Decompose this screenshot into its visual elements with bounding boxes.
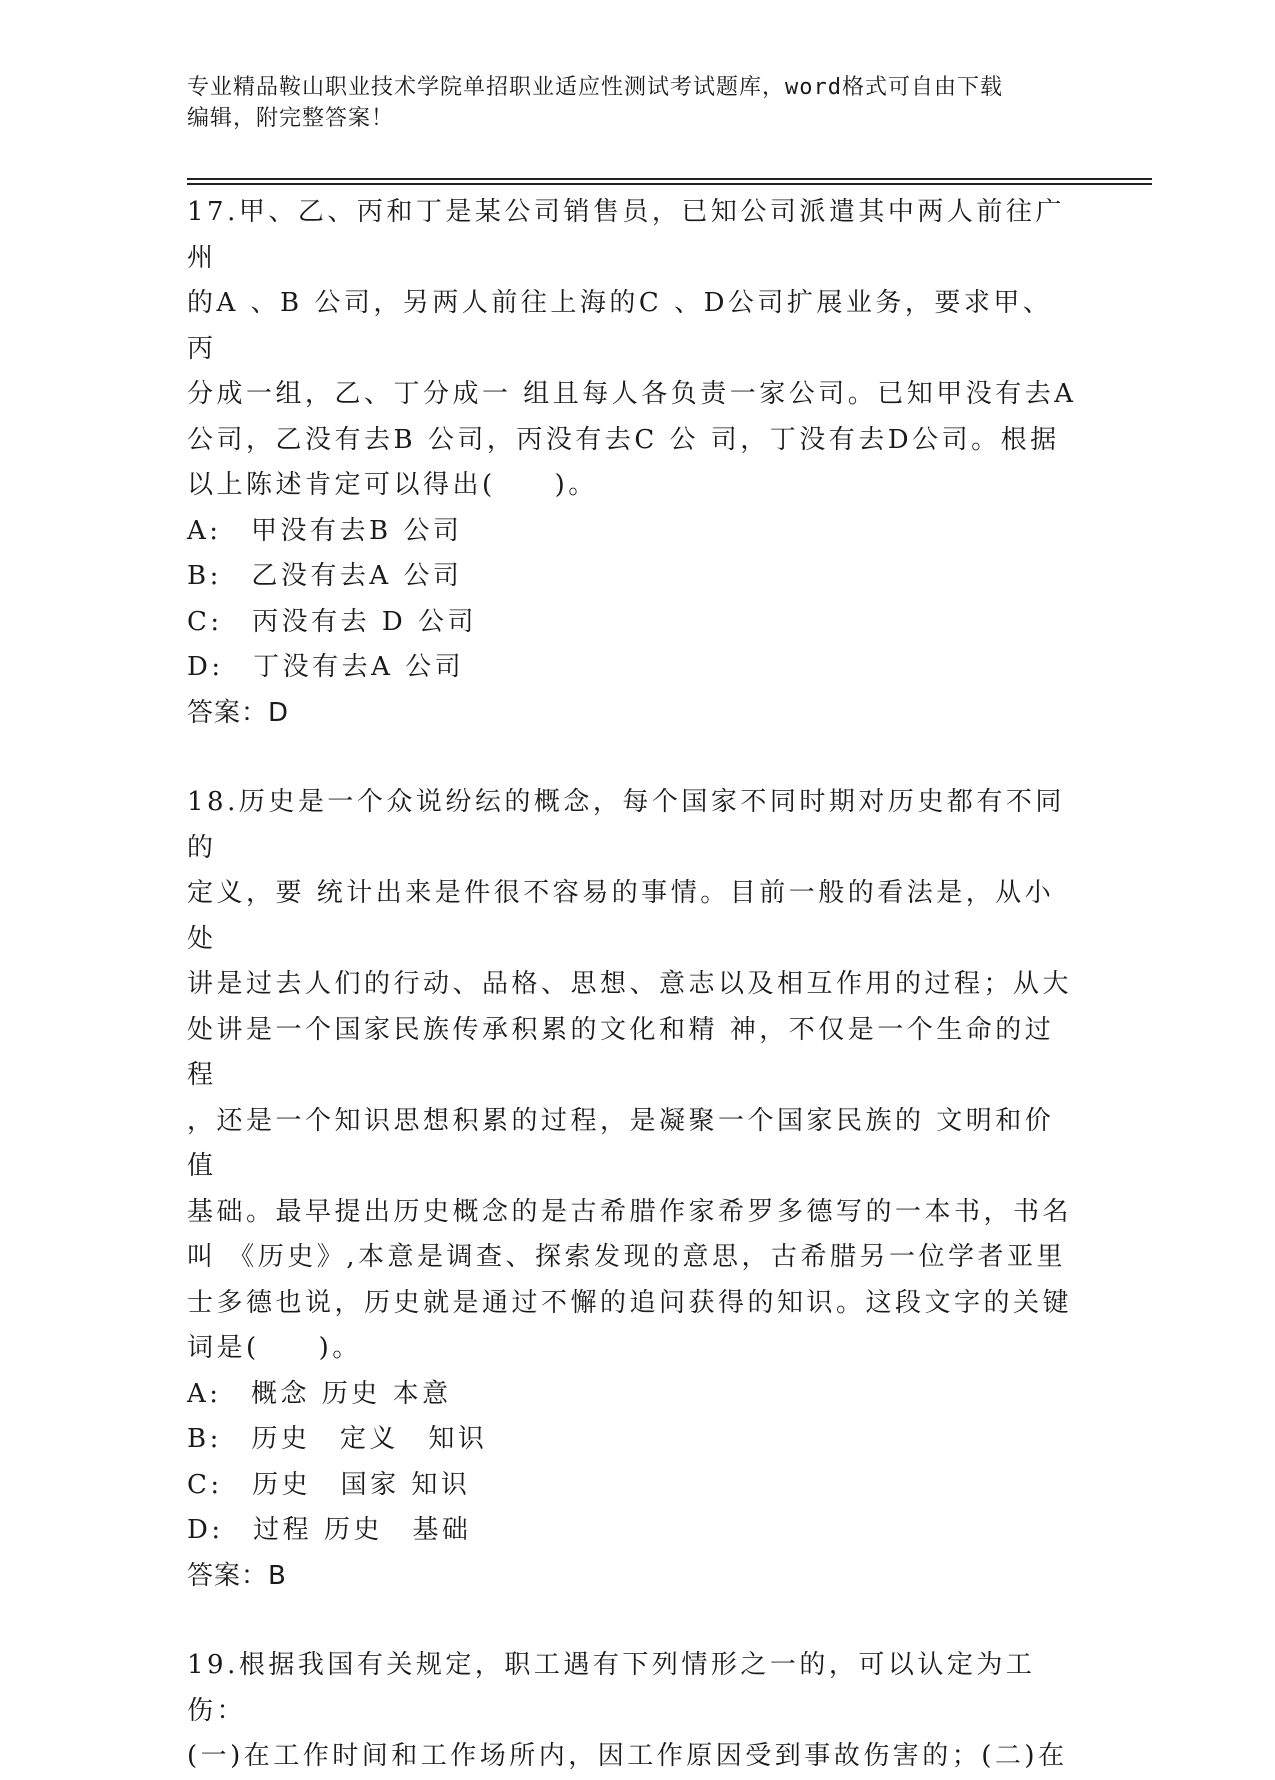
option-c: C: 丙没有去 D 公司: [187, 606, 478, 637]
option-a: A: 甲没有去B 公司: [187, 515, 463, 546]
question-stem-line: 叫 《历史》,本意是调查、探索发现的意思，古希腊另一位学者亚里: [187, 1242, 1067, 1272]
question-stem-line: (一)在工作时间和工作场所内，因工作原因受到事故伤害的；(二)在: [187, 1741, 1068, 1771]
question-stem-line: 讲是过去人们的行动、品格、思想、意志以及相互作用的过程；从大: [187, 969, 1073, 999]
question-stem-line: 定义，要 统计出来是件很不容易的事情。目前一般的看法是，从小处: [187, 878, 1055, 954]
document-header: [187, 72, 1067, 134]
question-spacer: [187, 1599, 1077, 1643]
question-stem-line: 的A 、B 公司，另两人前往上海的C 、D公司扩展业务，要求甲、丙: [187, 288, 1053, 364]
question-stem-line: 士多德也说，历史就是通过不懈的追问获得的知识。这段文字的关键: [187, 1287, 1073, 1318]
question-stem-line: 以上陈述肯定可以得出( )。: [187, 470, 598, 500]
question-stem-line: 处讲是一个国家民族传承积累的文化和精 神，不仅是一个生命的过程: [187, 1014, 1055, 1090]
question-stem-line: 分成一组，乙、丁分成一 组且每人各负责一家公司。已知甲没有去A: [187, 379, 1077, 409]
header-line-1: 专业精品鞍山职业技术学院单招职业适应性测试考试题库，word格式可自由下载: [187, 75, 1003, 100]
question-stem-line: 18.历史是一个众说纷纭的概念，每个国家不同时期对历史都有不同的: [187, 787, 1065, 863]
option-d: D: 过程 历史 基础: [187, 1515, 472, 1545]
question-spacer: [187, 736, 1077, 780]
question-18: [187, 780, 1077, 1599]
option-d: D: 丁没有去A 公司: [187, 652, 465, 682]
option-b: B: 乙没有去A 公司: [187, 561, 463, 591]
answer-line: 答案：B: [187, 1560, 287, 1591]
question-stem-line: 词是( )。: [187, 1333, 362, 1363]
header-rule-top: [187, 178, 1152, 180]
header-line-2: 编辑，附完整答案！: [187, 106, 395, 131]
document-body: [187, 190, 1077, 1780]
header-rule-bottom: [187, 183, 1152, 185]
question-19: [187, 1643, 1077, 1780]
question-stem-line: 17.甲、乙、丙和丁是某公司销售员，已知公司派遣其中两人前往广州: [187, 197, 1065, 273]
question-stem-line: ，还是一个知识思想积累的过程，是凝聚一个国家民族的 文明和价值: [187, 1105, 1055, 1181]
option-b: B: 历史 定义 知识: [187, 1424, 488, 1454]
question-stem-line: 基础。最早提出历史概念的是古希腊作家希罗多德写的一本书，书名: [187, 1196, 1073, 1227]
option-c: C: 历史 国家 知识: [187, 1469, 471, 1500]
option-a: A: 概念 历史 本意: [187, 1378, 452, 1409]
answer-line: 答案：D: [187, 697, 290, 728]
question-stem-line: 公司，乙没有去B 公司，丙没有去C 公 司，丁没有去D公司。根据: [187, 424, 1060, 455]
question-stem-line: 19.根据我国有关规定，职工遇有下列情形之一的，可以认定为工伤：: [187, 1650, 1036, 1726]
question-17: [187, 190, 1077, 736]
